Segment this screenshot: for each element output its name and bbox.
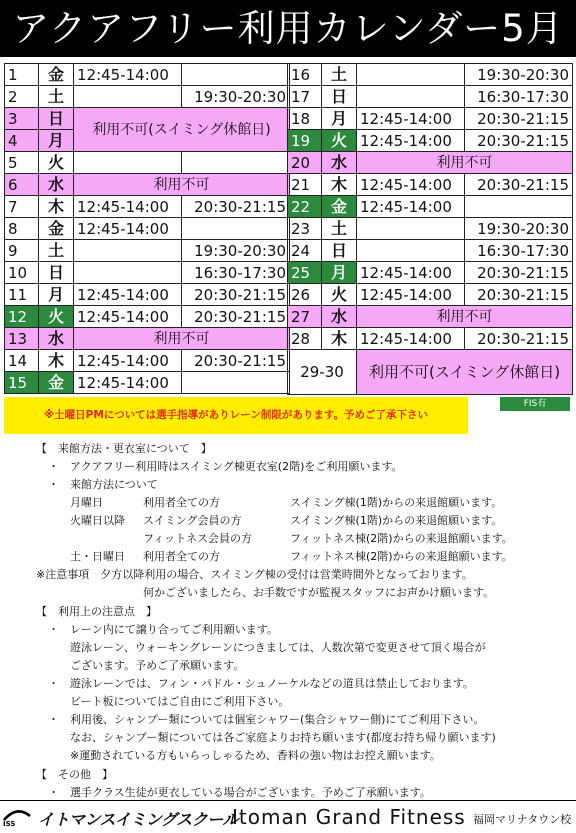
- access-who: スイミング会員の方: [143, 514, 242, 527]
- day-number: 13: [5, 328, 39, 350]
- branch-name: 福岡マリナタウン校: [473, 813, 572, 826]
- day-number: 16: [288, 64, 322, 86]
- brand-japanese: イトマンスイミングスクール: [38, 810, 238, 829]
- time-pm: 20:30-21:15: [182, 196, 290, 218]
- time-pm: 20:30-21:15: [182, 350, 290, 372]
- closed-cell: 利用不可: [357, 152, 573, 174]
- calendar-row: [288, 218, 573, 240]
- bullet: ・: [48, 786, 59, 799]
- section-heading: 【 来館方法・更衣室について 】: [36, 442, 212, 455]
- calendar-row: [5, 372, 290, 394]
- day-of-week: 金: [39, 372, 74, 394]
- day-number: 3: [5, 108, 39, 130]
- time-am: 12:45-14:00: [74, 350, 182, 372]
- fis-badge: FIS有: [500, 397, 570, 411]
- itoman-logo-icon: [2, 807, 32, 827]
- calendar-row: [288, 240, 573, 262]
- day-of-week: 土: [322, 64, 357, 86]
- day-number: 2: [5, 86, 39, 108]
- calendar-row: [5, 174, 290, 196]
- info-line: 選手クラス生徒が更衣している場合がございます。予めご了承願います。: [70, 786, 431, 799]
- day-of-week: 木: [39, 196, 74, 218]
- calendar-row: [288, 86, 573, 108]
- calendar-row: [288, 64, 573, 86]
- calendar-row: [5, 350, 290, 372]
- calendar-row: [288, 262, 573, 284]
- brand-english: Itoman Grand Fitness: [232, 805, 466, 829]
- day-number: 4: [5, 130, 39, 152]
- day-of-week: 土: [39, 240, 74, 262]
- calendar-right: [287, 63, 573, 395]
- info-line: レーン内にて譲り合ってご利用願います。: [70, 623, 278, 636]
- time-am: 12:45-14:00: [357, 284, 465, 306]
- calendar-row: [288, 152, 573, 174]
- day-number: 17: [288, 86, 322, 108]
- bullet: ・: [48, 623, 59, 636]
- day-number: 26: [288, 284, 322, 306]
- day-of-week: 木: [322, 328, 357, 350]
- time-pm: 20:30-21:15: [465, 108, 573, 130]
- time-pm: [182, 372, 290, 394]
- day-number: 5: [5, 152, 39, 174]
- day-number: 10: [5, 262, 39, 284]
- day-number: 12: [5, 306, 39, 328]
- day-number: 23: [288, 218, 322, 240]
- day-of-week: 木: [322, 174, 357, 196]
- calendar-row: [5, 218, 290, 240]
- time-pm: 20:30-21:15: [465, 130, 573, 152]
- access-who: 利用者全ての方: [143, 496, 220, 509]
- day-of-week: 火: [39, 306, 74, 328]
- time-pm: 20:30-21:15: [182, 284, 290, 306]
- day-of-week: 日: [39, 108, 74, 130]
- calendar-row: [5, 262, 290, 284]
- time-pm: [182, 64, 290, 86]
- day-number: 11: [5, 284, 39, 306]
- info-line: 利用後、シャンプー類については個室シャワー(集合シャワー側)にてご利用下さい。: [70, 713, 485, 726]
- day-number: 18: [288, 108, 322, 130]
- calendar-row: [5, 306, 290, 328]
- day-of-week: 金: [322, 196, 357, 218]
- info-line: なお、シャンプー類については各ご家庭よりお持ち願います(都度お持ち帰り願います): [70, 731, 496, 744]
- day-number: 21: [288, 174, 322, 196]
- bullet: ・: [48, 713, 59, 726]
- calendar-row: [288, 196, 573, 218]
- time-am: 12:45-14:00: [357, 196, 465, 218]
- caution-line: ※注意事項 夕方以降利用の場合、スイミング棟の受付は営業時間外となっております。: [36, 568, 473, 581]
- access-how: フィットネス棟(2階)からの来退館願います。: [290, 550, 513, 563]
- caution-line: 何かございましたら、お手数ですが監視スタッフにお声かけ願います。: [143, 586, 495, 599]
- calendar-row: [5, 86, 290, 108]
- day-of-week: 月: [39, 130, 74, 152]
- day-number: 29-30: [288, 350, 357, 395]
- time-pm: [182, 218, 290, 240]
- time-am: 12:45-14:00: [74, 218, 182, 240]
- day-number: 20: [288, 152, 322, 174]
- time-am: [74, 86, 182, 108]
- time-pm: [465, 196, 573, 218]
- access-who: フィットネス会員の方: [143, 532, 253, 545]
- section-heading: 【 その他 】: [36, 768, 113, 781]
- day-number: 25: [288, 262, 322, 284]
- bullet: ・: [48, 478, 59, 491]
- time-pm: 19:30-20:30: [182, 86, 290, 108]
- time-am: 12:45-14:00: [74, 196, 182, 218]
- closed-cell: 利用不可(スイミング休館日): [357, 350, 573, 395]
- access-how: スイミング棟(1階)からの来退館願います。: [290, 514, 503, 527]
- day-of-week: 火: [322, 130, 357, 152]
- time-am: [357, 64, 465, 86]
- day-number: 14: [5, 350, 39, 372]
- info-line: ※運動されている方もいらっしゃるため、香料の強い物はお控え願います。: [70, 749, 441, 762]
- time-am: 12:45-14:00: [357, 108, 465, 130]
- info-line: アクアフリー利用時はスイミング棟更衣室(2階)をご利用願います。: [70, 460, 403, 473]
- calendar-row: [5, 64, 290, 86]
- calendar-row: [5, 240, 290, 262]
- calendar-row: [288, 328, 573, 350]
- footer: [0, 800, 576, 833]
- time-am: 12:45-14:00: [74, 64, 182, 86]
- calendar-left: [4, 63, 290, 394]
- day-number: 22: [288, 196, 322, 218]
- time-am: [74, 262, 182, 284]
- closed-cell: 利用不可: [74, 328, 290, 350]
- day-of-week: 火: [322, 284, 357, 306]
- access-how: スイミング棟(1階)からの来退館願います。: [290, 496, 503, 509]
- info-line: ございます。予めご了承願います。: [70, 659, 245, 672]
- time-pm: 20:30-21:15: [465, 262, 573, 284]
- calendar-row: [5, 284, 290, 306]
- closed-cell: 利用不可(スイミング休館日): [74, 108, 290, 152]
- day-of-week: 水: [39, 328, 74, 350]
- time-am: 12:45-14:00: [74, 284, 182, 306]
- info-line: 遊泳レーンでは、フィン・パドル・シュノーケルなどの道具は禁止しております。: [70, 677, 474, 690]
- day-number: 19: [288, 130, 322, 152]
- time-am: 12:45-14:00: [357, 262, 465, 284]
- day-number: 7: [5, 196, 39, 218]
- time-pm: 20:30-21:15: [465, 174, 573, 196]
- day-number: 28: [288, 328, 322, 350]
- time-pm: 19:30-20:30: [465, 218, 573, 240]
- time-am: 12:45-14:00: [357, 130, 465, 152]
- day-of-week: 土: [39, 86, 74, 108]
- day-of-week: 月: [39, 284, 74, 306]
- calendar-row: [288, 306, 573, 328]
- access-day: 土・日曜日: [70, 550, 125, 563]
- time-am: 12:45-14:00: [74, 306, 182, 328]
- calendar-row: [288, 174, 573, 196]
- time-pm: [182, 152, 290, 174]
- day-of-week: 月: [322, 108, 357, 130]
- access-day: 火曜日以降: [70, 514, 125, 527]
- calendar-row: [5, 328, 290, 350]
- day-of-week: 水: [39, 174, 74, 196]
- time-pm: 20:30-21:15: [465, 284, 573, 306]
- day-of-week: 水: [322, 306, 357, 328]
- calendar-row: [288, 284, 573, 306]
- day-number: 1: [5, 64, 39, 86]
- calendar-row: [288, 350, 573, 395]
- svg-text:ISS: ISS: [3, 820, 16, 827]
- calendar-row: [288, 108, 573, 130]
- bullet: ・: [48, 460, 59, 473]
- calendar-row: [5, 108, 290, 130]
- day-of-week: 日: [39, 262, 74, 284]
- section-heading: 【 利用上の注意点 】: [36, 605, 157, 618]
- bullet: ・: [48, 677, 59, 690]
- saturday-notice: ※土曜日PMについては選手指導がありレーン制限があります。予めご了承下さい: [4, 397, 468, 434]
- closed-cell: 利用不可: [357, 306, 573, 328]
- day-of-week: 日: [322, 240, 357, 262]
- calendar-row: [5, 196, 290, 218]
- time-pm: 16:30-17:30: [465, 240, 573, 262]
- time-am: [357, 86, 465, 108]
- closed-cell: 利用不可: [74, 174, 290, 196]
- access-who: 利用者全ての方: [143, 550, 220, 563]
- calendar-row: [5, 152, 290, 174]
- access-day: 月曜日: [70, 496, 103, 509]
- time-pm: 20:30-21:15: [465, 328, 573, 350]
- day-number: 9: [5, 240, 39, 262]
- day-of-week: 木: [39, 350, 74, 372]
- day-of-week: 金: [39, 64, 74, 86]
- time-am: [74, 152, 182, 174]
- page-title: アクアフリー利用カレンダー5月: [0, 0, 576, 57]
- time-pm: 20:30-21:15: [182, 306, 290, 328]
- time-am: 12:45-14:00: [74, 372, 182, 394]
- access-how: フィットネス棟(2階)からの来退館願います。: [290, 532, 513, 545]
- time-am: [74, 240, 182, 262]
- time-am: 12:45-14:00: [357, 328, 465, 350]
- day-of-week: 金: [39, 218, 74, 240]
- day-of-week: 日: [322, 86, 357, 108]
- time-pm: 19:30-20:30: [465, 64, 573, 86]
- time-pm: 16:30-17:30: [182, 262, 290, 284]
- day-number: 6: [5, 174, 39, 196]
- day-of-week: 水: [322, 152, 357, 174]
- day-of-week: 土: [322, 218, 357, 240]
- info-line: 遊泳レーン、ウォーキングレーンにつきましては、人数次第で変更させて頂く場合が: [70, 641, 486, 654]
- time-am: [357, 218, 465, 240]
- info-line: ビート板についてはご自由にご利用下さい。: [70, 695, 290, 708]
- day-of-week: 月: [322, 262, 357, 284]
- day-number: 15: [5, 372, 39, 394]
- time-am: [357, 240, 465, 262]
- calendar-row: [288, 130, 573, 152]
- day-number: 8: [5, 218, 39, 240]
- day-of-week: 火: [39, 152, 74, 174]
- day-number: 24: [288, 240, 322, 262]
- time-pm: 19:30-20:30: [182, 240, 290, 262]
- time-am: 12:45-14:00: [357, 174, 465, 196]
- info-line: 来館方法について: [70, 478, 158, 491]
- day-number: 27: [288, 306, 322, 328]
- time-pm: 16:30-17:30: [465, 86, 573, 108]
